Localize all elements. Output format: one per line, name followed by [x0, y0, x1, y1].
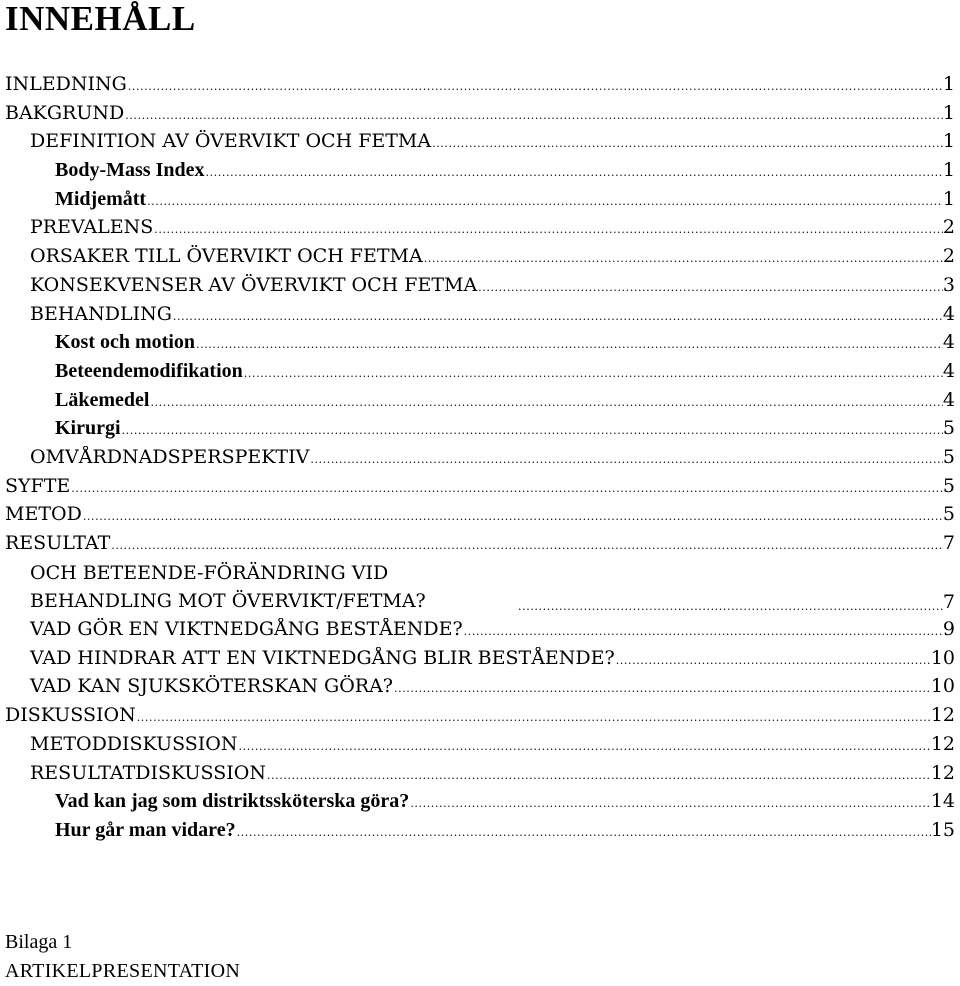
toc-page-number: 4 [942, 359, 955, 382]
toc-page-number: 7 [942, 591, 955, 614]
toc-entry-title: Vad kan jag som distriktssköterska göra? [55, 790, 410, 813]
toc-page-number: 14 [930, 790, 955, 813]
toc-entry[interactable] [0, 532, 960, 561]
toc-entry[interactable] [0, 475, 960, 504]
toc-entry-title: VAD KAN SJUKSKÖTERSKAN GÖRA? [30, 675, 393, 698]
toc-entry[interactable] [0, 360, 960, 389]
toc-dot-leader [431, 137, 943, 150]
toc-entry-title: Body-Mass Index [55, 159, 205, 182]
toc-dot-leader [70, 482, 943, 495]
toc-entry-title: INLEDNING [5, 73, 127, 95]
appendix-item: ARTIKELPRESENTATION [5, 960, 241, 982]
toc-page-number: 1 [942, 187, 955, 210]
toc-dot-leader [463, 625, 943, 638]
toc-entry[interactable] [0, 73, 960, 102]
toc-entry[interactable] [0, 274, 960, 303]
toc-dot-leader [243, 367, 943, 380]
toc-entry-title: OMVÅRDNADSPERSPEKTIV [30, 445, 310, 468]
toc-entry[interactable] [0, 733, 960, 762]
toc-dot-leader [517, 600, 943, 618]
toc-entry[interactable] [0, 331, 960, 360]
toc-entry-title: ORSAKER TILL ÖVERVIKT OCH FETMA [30, 245, 423, 268]
toc-entry-title: SYFTE [5, 474, 71, 497]
toc-entry[interactable] [0, 647, 960, 676]
toc-page-number: 3 [942, 273, 955, 296]
toc-entry[interactable] [0, 503, 960, 532]
toc-page-number: 1 [942, 101, 955, 124]
toc-entry-title: METOD [5, 503, 82, 526]
toc-dot-leader [393, 682, 931, 695]
page-title: INNEHÅLL [5, 0, 196, 38]
toc-entry-title: DEFINITION AV ÖVERVIKT OCH FETMA [30, 130, 432, 153]
toc-page-number: 10 [930, 675, 955, 698]
toc-page-number: 10 [930, 646, 955, 669]
toc-entry-title: Midjemått [55, 187, 147, 210]
toc-page-number: 5 [942, 474, 955, 497]
toc-dot-leader [172, 310, 943, 323]
toc-page-number: 12 [930, 761, 955, 784]
toc-dot-leader [121, 424, 943, 437]
toc-entry-title: Hur går man vidare? [55, 818, 236, 841]
toc-page-number: 5 [942, 445, 955, 468]
toc-dot-leader [409, 797, 931, 810]
toc-dot-leader [136, 711, 931, 724]
toc-entry-title: DISKUSSION [5, 704, 136, 727]
appendix-section [5, 928, 240, 986]
toc-dot-leader [149, 396, 942, 409]
toc-entry-title: KONSEKVENSER AV ÖVERVIKT OCH FETMA [30, 273, 478, 296]
toc-dot-leader [477, 281, 943, 294]
toc-entry-title: PREVALENS [30, 216, 154, 239]
toc-entry[interactable] [0, 675, 960, 704]
toc-entry-title: OCH BETEENDE-FÖRÄNDRING VID BEHANDLING MOT ÖVERVIKT/FETMA? [30, 561, 426, 613]
toc-dot-leader [236, 826, 931, 839]
toc-entry[interactable] [0, 245, 960, 274]
toc-page-number: 1 [942, 130, 955, 153]
toc-dot-leader [127, 80, 943, 93]
table-of-contents [0, 73, 960, 848]
toc-entry[interactable] [0, 216, 960, 245]
toc-page-number: 15 [930, 818, 955, 841]
toc-page-number: 4 [942, 331, 955, 354]
toc-page-number: 5 [942, 503, 955, 526]
toc-entry[interactable] [0, 446, 960, 475]
toc-entry[interactable] [0, 618, 960, 647]
toc-entry[interactable] [0, 102, 960, 131]
toc-entry-title: RESULTAT [5, 532, 111, 554]
toc-entry[interactable] [0, 159, 960, 188]
toc-entry-title: METODDISKUSSION [30, 732, 238, 755]
toc-page-number: 2 [942, 245, 955, 268]
toc-dot-leader [146, 195, 943, 208]
toc-dot-leader [266, 769, 931, 782]
toc-dot-leader [82, 510, 943, 523]
toc-page-number: 1 [942, 73, 955, 95]
toc-dot-leader [615, 654, 931, 667]
toc-dot-leader [110, 539, 943, 552]
toc-entry[interactable] [0, 819, 960, 848]
toc-page-number: 2 [942, 216, 955, 239]
toc-entry[interactable] [0, 561, 960, 618]
toc-dot-leader [153, 223, 943, 236]
toc-page-number: 12 [930, 704, 955, 727]
toc-entry[interactable] [0, 417, 960, 446]
toc-dot-leader [195, 338, 943, 351]
toc-entry-title: VAD GÖR EN VIKTNEDGÅNG BESTÅENDE? [30, 618, 463, 641]
toc-entry-title: BAKGRUND [5, 101, 125, 124]
toc-entry[interactable] [0, 762, 960, 791]
toc-page-number: 12 [930, 732, 955, 755]
toc-entry[interactable] [0, 188, 960, 217]
toc-entry[interactable] [0, 389, 960, 418]
toc-page-number: 7 [942, 532, 955, 554]
toc-dot-leader [309, 453, 943, 466]
appendix-label: Bilaga 1 [5, 931, 73, 953]
toc-page-number: 5 [942, 417, 955, 440]
toc-entry[interactable] [0, 790, 960, 819]
toc-dot-leader [204, 166, 942, 179]
toc-page-number: 4 [942, 302, 955, 325]
toc-entry-title: VAD HINDRAR ATT EN VIKTNEDGÅNG BLIR BESTÅENDE? [30, 646, 615, 669]
toc-dot-leader [238, 740, 931, 753]
toc-page-number: 4 [942, 388, 955, 411]
toc-entry-title: Kost och motion [55, 331, 195, 354]
toc-entry-title: Läkemedel [55, 388, 150, 411]
toc-entry[interactable] [0, 130, 960, 159]
toc-entry-title: Kirurgi [55, 417, 121, 440]
toc-entry-title: BEHANDLING [30, 302, 172, 325]
toc-page-number: 9 [942, 618, 955, 641]
toc-dot-leader [124, 109, 943, 122]
toc-dot-leader [423, 252, 943, 265]
toc-entry[interactable] [0, 704, 960, 733]
toc-entry-title: RESULTATDISKUSSION [30, 761, 266, 784]
toc-entry-title: Beteendemodifikation [55, 359, 243, 382]
toc-page-number: 1 [942, 159, 955, 182]
toc-entry[interactable] [0, 303, 960, 332]
